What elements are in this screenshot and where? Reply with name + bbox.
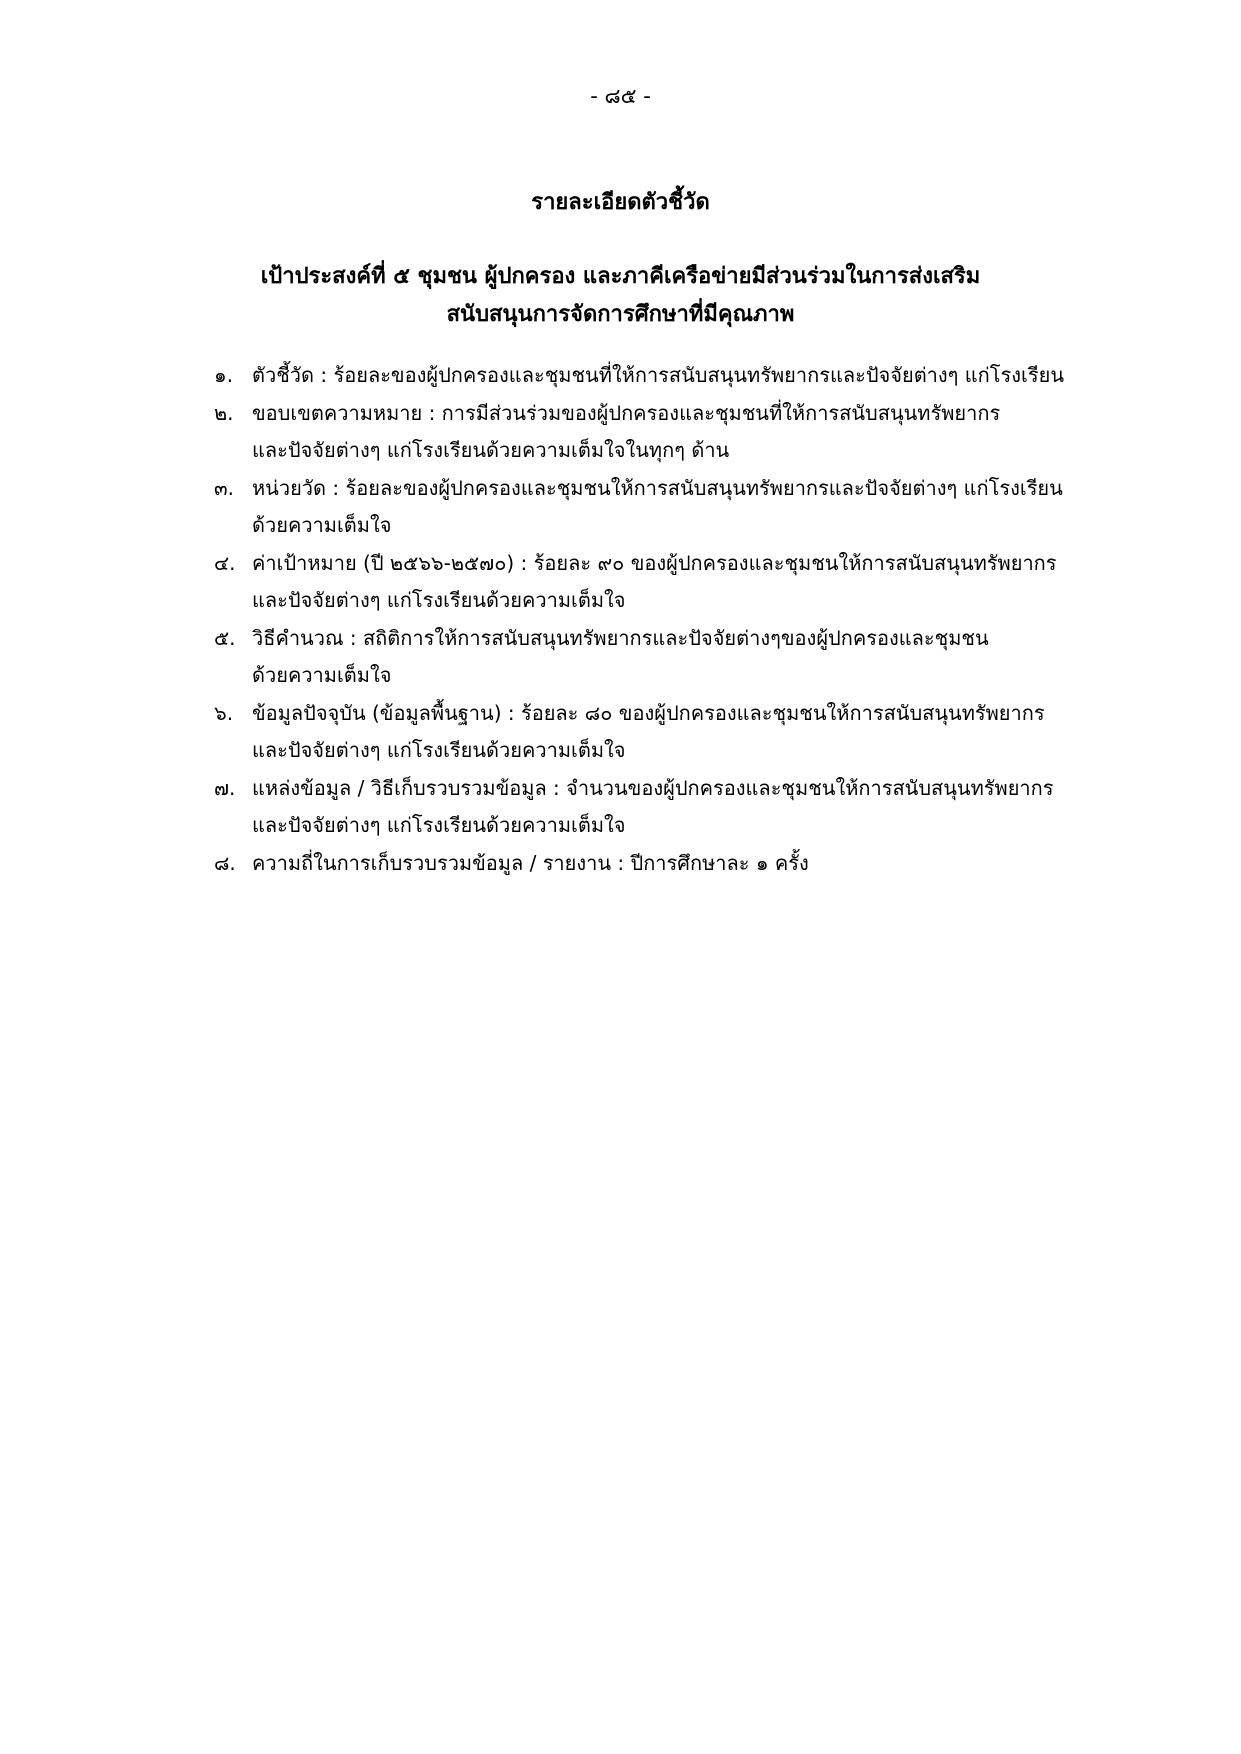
list-item [214,845,1094,882]
item-text-line: ตัวชี้วัด : ร้อยละของผู้ปกครองและชุมชนที่ให้การสนับสนุนทรัพยากรและปัจจัยต่างๆ แก่โรงเรียน [252,363,1064,387]
item-text [252,357,1094,394]
item-number: ๖. [214,701,234,725]
item-text-line: และปัจจัยต่างๆ แก่โรงเรียนด้วยความเต็มใจ [252,588,626,612]
item-text [252,620,1094,694]
item-number: ๔. [214,551,236,575]
item-text-line: ค่าเป้าหมาย (ปี ๒๕๖๖-๒๕๗๐) : ร้อยละ ๙๐ ของผู้ปกครองและชุมชนให้การสนับสนุนทรัพยากร [252,551,1057,575]
item-number: ๑. [214,363,234,387]
item-text-line: ด้วยความเต็มใจ [252,663,392,687]
item-text [252,695,1094,769]
goal-heading-line-2: สนับสนุนการจัดการศึกษาที่มีคุณภาพ [446,302,795,327]
list-item [214,695,1094,769]
item-text-line: หน่วยวัด : ร้อยละของผู้ปกครองและชุมชนให้การสนับสนุนทรัพยากรและปัจจัยต่างๆ แก่โรงเรียน [252,476,1063,500]
list-item [214,545,1094,619]
page-number: - ๘๕ - [590,84,651,108]
item-text [252,395,1094,469]
item-number: ๕. [214,626,236,650]
item-text [252,845,1094,882]
document-title: รายละเอียดตัวชี้วัด [531,190,710,215]
list-item [214,395,1094,469]
item-number: ๘. [214,851,236,875]
goal-heading [0,258,1241,334]
item-text-line: และปัจจัยต่างๆ แก่โรงเรียนด้วยความเต็มใจ [252,738,626,762]
list-item [214,620,1094,694]
item-text-line: ข้อมูลปัจจุบัน (ข้อมูลพื้นฐาน) : ร้อยละ ๘๐ ของผู้ปกครองและชุมชนให้การสนับสนุนทรัพยากร [252,701,1045,725]
item-text-line: ความถี่ในการเก็บรวบรวมข้อมูล / รายงาน : ปีการศึกษาละ ๑ ครั้ง [252,851,809,875]
item-number: ๓. [214,476,235,500]
list-item [214,357,1094,394]
indicator-list [214,357,1094,883]
item-text-line: ขอบเขตความหมาย : การมีส่วนร่วมของผู้ปกครองและชุมชนที่ให้การสนับสนุนทรัพยากร [252,401,1001,425]
item-text [252,545,1094,619]
item-text [252,770,1094,844]
item-text-line: แหล่งข้อมูล / วิธีเก็บรวบรวมข้อมูล : จำนวนของผู้ปกครองและชุมชนให้การสนับสนุนทรัพยากร [252,776,1054,800]
item-number: ๗. [214,776,236,800]
item-text-line: และปัจจัยต่างๆ แก่โรงเรียนด้วยความเต็มใจในทุกๆ ด้าน [252,438,730,462]
goal-heading-line-1: เป้าประสงค์ที่ ๕ ชุมชน ผู้ปกครอง และภาคีเครือข่ายมีส่วนร่วมในการส่งเสริม [260,264,981,289]
item-text-line: วิธีคำนวณ : สถิติการให้การสนับสนุนทรัพยากรและปัจจัยต่างๆของผู้ปกครองและชุมชน [252,626,989,650]
item-text-line: ด้วยความเต็มใจ [252,513,392,537]
item-text-line: และปัจจัยต่างๆ แก่โรงเรียนด้วยความเต็มใจ [252,813,626,837]
list-item [214,470,1094,544]
list-item [214,770,1094,844]
item-number: ๒. [214,401,234,425]
item-text [252,470,1094,544]
